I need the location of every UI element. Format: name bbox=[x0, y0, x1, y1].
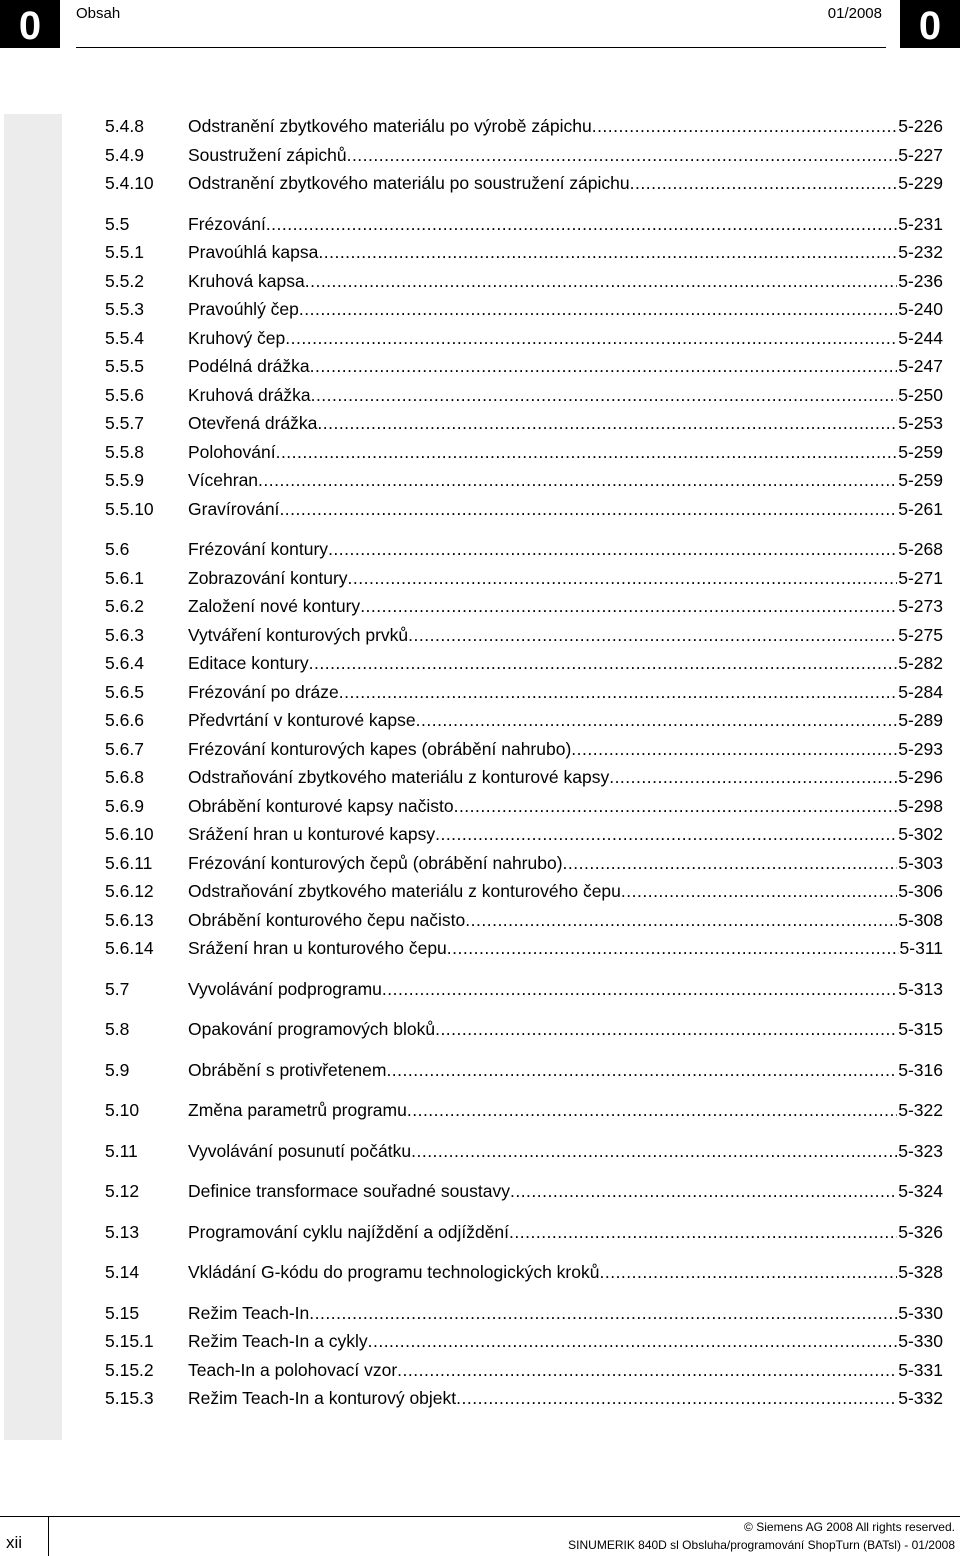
toc-dot-leader bbox=[368, 1327, 898, 1356]
toc-entry-title: Srážení hran u konturové kapsy bbox=[188, 824, 436, 844]
chapter-tab-right: 0 bbox=[900, 0, 960, 48]
toc-entry-page: 5-311 bbox=[899, 938, 943, 958]
toc-entry-title: Obrábění s protivřetenem bbox=[188, 1059, 387, 1080]
toc-entry-title: Frézování kontury bbox=[188, 539, 329, 559]
footer-document-title: SINUMERIK 840D sl Obsluha/programování ShopTurn (BATsl) - 01/2008 bbox=[568, 1538, 955, 1552]
toc-entry[interactable] bbox=[105, 592, 943, 621]
toc-group bbox=[105, 1015, 943, 1044]
toc-entry-number: 5.5.6 bbox=[105, 384, 144, 405]
toc-dot-leader bbox=[360, 592, 897, 621]
toc-entry[interactable] bbox=[105, 238, 943, 267]
toc-entry-page: 5-227 bbox=[898, 144, 943, 165]
toc-entry-title: Kruhová drážka bbox=[188, 384, 311, 405]
toc-entry-number: 5.6.1 bbox=[105, 567, 144, 588]
toc-entry-number: 5.5.10 bbox=[105, 498, 154, 519]
toc-entry-title: Pravoúhlá kapsa bbox=[188, 242, 319, 262]
toc-entry-page: 5-259 bbox=[898, 470, 943, 490]
toc-entry-title: Režim Teach-In bbox=[188, 1302, 310, 1323]
toc-dot-leader bbox=[411, 1137, 897, 1166]
toc-entry-page: 5-253 bbox=[898, 413, 943, 433]
toc-entry[interactable] bbox=[105, 735, 943, 764]
toc-entry[interactable] bbox=[105, 141, 943, 170]
toc-entry[interactable] bbox=[105, 877, 943, 906]
toc-dot-leader bbox=[592, 112, 898, 141]
toc-entry[interactable] bbox=[105, 820, 943, 849]
toc-dot-leader bbox=[285, 324, 897, 353]
toc-dot-leader bbox=[435, 820, 897, 849]
toc-entry-number: 5.6.13 bbox=[105, 909, 154, 930]
toc-entry[interactable] bbox=[105, 678, 943, 707]
toc-entry-title: Kruhová kapsa bbox=[188, 270, 305, 291]
toc-entry-page: 5-308 bbox=[898, 909, 943, 930]
toc-entry[interactable] bbox=[105, 352, 943, 381]
toc-dot-leader bbox=[328, 535, 897, 564]
toc-group bbox=[105, 1177, 943, 1206]
toc-entry-page: 5-229 bbox=[898, 173, 943, 193]
toc-entry-number: 5.6.5 bbox=[105, 681, 144, 702]
toc-entry[interactable] bbox=[105, 906, 943, 935]
toc-entry-page: 5-232 bbox=[898, 242, 943, 262]
toc-entry[interactable] bbox=[105, 1137, 943, 1166]
toc-entry[interactable] bbox=[105, 1096, 943, 1125]
toc-dot-leader bbox=[276, 438, 898, 467]
toc-entry[interactable] bbox=[105, 210, 943, 239]
toc-group bbox=[105, 1056, 943, 1085]
toc-entry[interactable] bbox=[105, 1327, 943, 1356]
toc-entry-title: Vícehran bbox=[188, 470, 259, 490]
toc-entry-title: Předvrtání v konturové kapse bbox=[188, 710, 416, 730]
toc-entry-number: 5.5.8 bbox=[105, 441, 144, 462]
toc-dot-leader bbox=[599, 1258, 897, 1287]
toc-entry-title: Opakování programových bloků bbox=[188, 1019, 436, 1039]
toc-entry-number: 5.4.10 bbox=[105, 173, 154, 193]
toc-entry-number: 5.15.2 bbox=[105, 1359, 154, 1380]
toc-entry-number: 5.5.1 bbox=[105, 242, 144, 262]
toc-entry-page: 5-293 bbox=[898, 738, 943, 759]
toc-entry[interactable] bbox=[105, 792, 943, 821]
toc-entry-page: 5-282 bbox=[898, 653, 943, 673]
toc-entry-number: 5.10 bbox=[105, 1100, 140, 1120]
toc-entry[interactable] bbox=[105, 112, 943, 141]
toc-entry[interactable] bbox=[105, 763, 943, 792]
toc-entry-number: 5.6.6 bbox=[105, 710, 144, 730]
toc-entry-title: Vytváření konturových prvků bbox=[188, 624, 409, 645]
toc-entry-number: 5.5.3 bbox=[105, 299, 144, 319]
toc-entry[interactable] bbox=[105, 564, 943, 593]
toc-entry-number: 5.5.5 bbox=[105, 356, 144, 376]
footer-divider bbox=[48, 1517, 49, 1556]
header-date: 01/2008 bbox=[827, 5, 882, 22]
toc-entry-title: Soustružení zápichů bbox=[188, 144, 347, 165]
toc-dot-leader bbox=[509, 1218, 897, 1247]
footer-page-number: xii bbox=[6, 1533, 23, 1552]
toc-dot-leader bbox=[563, 849, 898, 878]
toc-entry-page: 5-326 bbox=[898, 1221, 943, 1242]
toc-entry[interactable] bbox=[105, 1218, 943, 1247]
toc-dot-leader bbox=[465, 906, 897, 935]
toc-entry[interactable] bbox=[105, 1384, 943, 1413]
toc-entry-title: Odstraňování zbytkového materiálu z konturového čepu bbox=[188, 881, 621, 901]
toc-dot-leader bbox=[408, 621, 897, 650]
margin-band bbox=[4, 114, 62, 1440]
toc-entry-title: Definice transformace souřadné soustavy bbox=[188, 1181, 510, 1201]
toc-dot-leader bbox=[621, 877, 897, 906]
toc-entry-page: 5-302 bbox=[898, 824, 943, 844]
toc-entry-title: Podélná drážka bbox=[188, 356, 310, 376]
toc-entry-number: 5.8 bbox=[105, 1019, 130, 1039]
toc-entry-page: 5-271 bbox=[898, 567, 943, 588]
toc-entry[interactable] bbox=[105, 324, 943, 353]
toc-entry-title: Editace kontury bbox=[188, 653, 309, 673]
toc-entry[interactable] bbox=[105, 621, 943, 650]
toc-entry-number: 5.6 bbox=[105, 539, 130, 559]
toc-entry-page: 5-296 bbox=[898, 767, 943, 787]
toc-entry-page: 5-328 bbox=[898, 1262, 943, 1282]
toc-entry-page: 5-275 bbox=[898, 624, 943, 645]
toc-entry-number: 5.6.14 bbox=[105, 938, 154, 958]
toc-group bbox=[105, 1096, 943, 1125]
toc-entry-title: Programování cyklu najíždění a odjíždění bbox=[188, 1221, 510, 1242]
toc-entry-page: 5-303 bbox=[898, 852, 943, 873]
toc-entry-number: 5.6.9 bbox=[105, 795, 144, 816]
toc-entry-title: Odstranění zbytkového materiálu po soustružení zápichu bbox=[188, 173, 630, 193]
toc-group bbox=[105, 112, 943, 198]
toc-entry-page: 5-330 bbox=[898, 1331, 943, 1351]
toc-entry-title: Vyvolávání posunutí počátku bbox=[188, 1140, 412, 1161]
toc-entry[interactable] bbox=[105, 409, 943, 438]
toc-dot-leader bbox=[382, 975, 897, 1004]
toc-entry[interactable] bbox=[105, 1015, 943, 1044]
toc-dot-leader bbox=[305, 267, 897, 296]
toc-entry[interactable] bbox=[105, 649, 943, 678]
toc-entry-title: Frézování bbox=[188, 213, 266, 234]
toc-entry-number: 5.6.4 bbox=[105, 653, 144, 673]
toc-entry[interactable] bbox=[105, 438, 943, 467]
toc-entry[interactable] bbox=[105, 466, 943, 495]
toc-entry[interactable] bbox=[105, 1299, 943, 1328]
toc-entry-title: Vkládání G-kódu do programu technologických kroků bbox=[188, 1262, 600, 1282]
toc-entry-title: Gravírování bbox=[188, 498, 280, 519]
toc-entry-number: 5.5.4 bbox=[105, 327, 144, 348]
toc-entry-number: 5.6.8 bbox=[105, 767, 144, 787]
toc-entry-number: 5.15 bbox=[105, 1302, 140, 1323]
toc-entry-title: Zobrazování kontury bbox=[188, 567, 348, 588]
toc-entry-page: 5-240 bbox=[898, 299, 943, 319]
toc-entry-title: Polohování bbox=[188, 441, 276, 462]
toc-entry-page: 5-284 bbox=[898, 681, 943, 702]
toc-entry[interactable] bbox=[105, 934, 943, 963]
toc-entry-title: Vyvolávání podprogramu bbox=[188, 978, 382, 999]
toc-entry-page: 5-316 bbox=[898, 1059, 943, 1080]
toc-entry-page: 5-298 bbox=[898, 795, 943, 816]
toc-entry-page: 5-268 bbox=[898, 539, 943, 559]
toc-dot-leader bbox=[456, 1384, 897, 1413]
toc-dot-leader bbox=[309, 1299, 897, 1328]
toc-entry-number: 5.5.9 bbox=[105, 470, 144, 490]
toc-entry-number: 5.12 bbox=[105, 1181, 140, 1201]
toc-entry-title: Kruhový čep bbox=[188, 327, 286, 348]
toc-dot-leader bbox=[311, 381, 898, 410]
footer-copyright: © Siemens AG 2008 All rights reserved. bbox=[744, 1520, 955, 1534]
toc-entry-number: 5.6.7 bbox=[105, 738, 144, 759]
toc-dot-leader bbox=[416, 706, 898, 735]
toc-dot-leader bbox=[318, 238, 897, 267]
toc-entry-page: 5-273 bbox=[898, 596, 943, 616]
toc-entry-title: Frézování konturových čepů (obrábění nahrubo) bbox=[188, 852, 563, 873]
toc-entry[interactable] bbox=[105, 1258, 943, 1287]
toc-entry-page: 5-315 bbox=[898, 1019, 943, 1039]
toc-entry-number: 5.6.10 bbox=[105, 824, 154, 844]
toc-entry-number: 5.6.3 bbox=[105, 624, 144, 645]
toc-entry-page: 5-330 bbox=[898, 1302, 943, 1323]
toc-entry-number: 5.6.12 bbox=[105, 881, 154, 901]
toc-entry[interactable] bbox=[105, 1356, 943, 1385]
toc-entry[interactable] bbox=[105, 495, 943, 524]
toc-entry-page: 5-231 bbox=[898, 213, 943, 234]
toc-entry-title: Režim Teach-In a konturový objekt bbox=[188, 1388, 457, 1408]
toc-dot-leader bbox=[630, 169, 898, 198]
toc-entry-title: Změna parametrů programu bbox=[188, 1100, 407, 1120]
header-title: Obsah bbox=[76, 5, 121, 22]
toc-dot-leader bbox=[435, 1015, 897, 1044]
toc-dot-leader bbox=[609, 763, 897, 792]
toc-entry-number: 5.15.3 bbox=[105, 1388, 154, 1408]
toc-entry-page: 5-259 bbox=[898, 441, 943, 462]
toc-entry[interactable] bbox=[105, 1056, 943, 1085]
toc-entry-title: Obrábění konturové kapsy načisto bbox=[188, 795, 454, 816]
toc-entry-number: 5.4.8 bbox=[105, 116, 144, 136]
toc-entry[interactable] bbox=[105, 975, 943, 1004]
toc-entry-number: 5.9 bbox=[105, 1059, 130, 1080]
toc-dot-leader bbox=[339, 678, 897, 707]
toc-entry-title: Odstraňování zbytkového materiálu z konturové kapsy bbox=[188, 767, 610, 787]
toc-group bbox=[105, 1258, 943, 1287]
toc-dot-leader bbox=[299, 295, 897, 324]
toc-entry[interactable] bbox=[105, 267, 943, 296]
toc-entry-page: 5-247 bbox=[898, 356, 943, 376]
toc-entry-page: 5-289 bbox=[898, 710, 943, 730]
toc-entry-title: Srážení hran u konturového čepu bbox=[188, 938, 447, 958]
toc-dot-leader bbox=[397, 1356, 897, 1385]
toc-dot-leader bbox=[386, 1056, 897, 1085]
toc-dot-leader bbox=[407, 1096, 897, 1125]
toc-entry-title: Odstranění zbytkového materiálu po výrobě zápichu bbox=[188, 116, 592, 136]
toc-dot-leader bbox=[310, 352, 898, 381]
toc-dot-leader bbox=[447, 934, 899, 963]
toc-group bbox=[105, 1218, 943, 1247]
toc-group bbox=[105, 1137, 943, 1166]
toc-dot-leader bbox=[348, 564, 898, 593]
toc-group bbox=[105, 210, 943, 524]
toc-entry-page: 5-236 bbox=[898, 270, 943, 291]
toc-entry-page: 5-322 bbox=[898, 1100, 943, 1120]
chapter-tab-left: 0 bbox=[0, 0, 60, 48]
toc-entry[interactable] bbox=[105, 295, 943, 324]
toc-entry-page: 5-332 bbox=[898, 1388, 943, 1408]
toc-dot-leader bbox=[510, 1177, 897, 1206]
toc-dot-leader bbox=[258, 466, 897, 495]
toc-entry-page: 5-261 bbox=[898, 498, 943, 519]
toc-entry-number: 5.11 bbox=[105, 1140, 138, 1161]
toc-dot-leader bbox=[279, 495, 897, 524]
toc-entry[interactable] bbox=[105, 849, 943, 878]
toc-entry-number: 5.6.2 bbox=[105, 596, 144, 616]
toc-entry-number: 5.5.2 bbox=[105, 270, 144, 291]
toc-entry-title: Frézování konturových kapes (obrábění nahrubo) bbox=[188, 738, 572, 759]
toc-entry-number: 5.15.1 bbox=[105, 1331, 154, 1351]
header-rule bbox=[76, 47, 886, 48]
toc-entry[interactable] bbox=[105, 1177, 943, 1206]
toc-group bbox=[105, 535, 943, 963]
toc-entry-title: Založení nové kontury bbox=[188, 596, 361, 616]
toc-entry-number: 5.6.11 bbox=[105, 852, 153, 873]
toc-dot-leader bbox=[571, 735, 897, 764]
toc-entry-title: Teach-In a polohovací vzor bbox=[188, 1359, 398, 1380]
toc-entry-page: 5-323 bbox=[898, 1140, 943, 1161]
toc-entry-page: 5-244 bbox=[898, 327, 943, 348]
toc-entry-number: 5.13 bbox=[105, 1221, 140, 1242]
toc-entry[interactable] bbox=[105, 381, 943, 410]
footer-rule bbox=[0, 1516, 960, 1517]
toc-dot-leader bbox=[347, 141, 898, 170]
toc-entry-page: 5-331 bbox=[898, 1359, 943, 1380]
toc-entry-number: 5.7 bbox=[105, 978, 130, 999]
toc-entry[interactable] bbox=[105, 706, 943, 735]
toc-group bbox=[105, 1299, 943, 1413]
toc-entry-page: 5-306 bbox=[898, 881, 943, 901]
toc-entry-title: Frézování po dráze bbox=[188, 681, 339, 702]
toc-entry-title: Pravoúhlý čep bbox=[188, 299, 299, 319]
toc-entry-number: 5.14 bbox=[105, 1262, 140, 1282]
toc-dot-leader bbox=[309, 649, 898, 678]
toc-dot-leader bbox=[266, 210, 897, 239]
toc-entry-page: 5-324 bbox=[898, 1181, 943, 1201]
toc-entry-title: Otevřená drážka bbox=[188, 413, 318, 433]
toc-entry-page: 5-226 bbox=[898, 116, 943, 136]
toc-entry-number: 5.4.9 bbox=[105, 144, 144, 165]
toc-entry-number: 5.5 bbox=[105, 213, 130, 234]
toc-entry-title: Obrábění konturového čepu načisto bbox=[188, 909, 466, 930]
toc-dot-leader bbox=[317, 409, 897, 438]
toc-entry[interactable] bbox=[105, 169, 943, 198]
toc-entry-number: 5.5.7 bbox=[105, 413, 144, 433]
toc-dot-leader bbox=[454, 792, 898, 821]
toc-entry-title: Režim Teach-In a cykly bbox=[188, 1331, 368, 1351]
toc-entry-page: 5-250 bbox=[898, 384, 943, 405]
table-of-contents bbox=[105, 112, 943, 1425]
toc-entry[interactable] bbox=[105, 535, 943, 564]
toc-entry-page: 5-313 bbox=[898, 978, 943, 999]
toc-group bbox=[105, 975, 943, 1004]
